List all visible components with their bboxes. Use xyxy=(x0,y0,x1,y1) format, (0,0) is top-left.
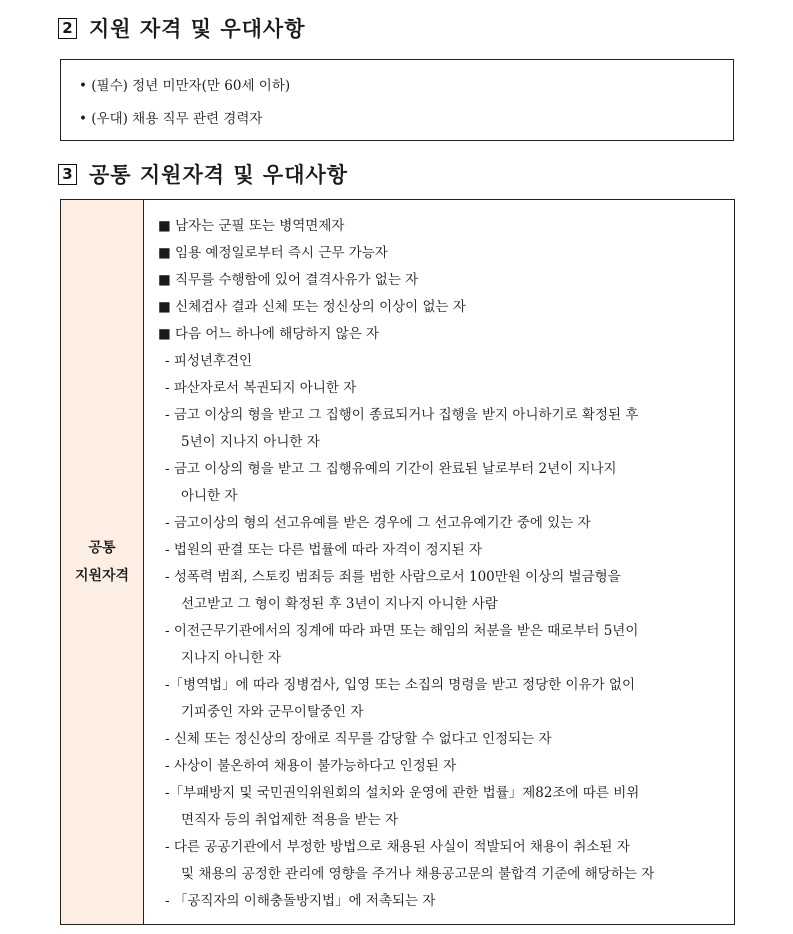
section-3-heading xyxy=(58,159,348,189)
requirement-line: - 이전근무기관에서의 징계에 따라 파면 또는 해임의 처분을 받은 때로부터 5년이 xyxy=(165,623,639,639)
requirement-line: ■ 신체검사 결과 신체 또는 정신상의 이상이 없는 자 xyxy=(158,299,466,315)
section-2-item-1-text: (필수) 정년 미만자(만 60세 이하) xyxy=(91,78,291,94)
requirement-line: ■ 남자는 군필 또는 병역면제자 xyxy=(158,218,345,234)
category-label-line-2: 지원자격 xyxy=(74,568,130,584)
requirement-line: ■ 다음 어느 하나에 해당하지 않은 자 xyxy=(158,326,380,342)
section-2-heading xyxy=(58,13,306,43)
section-3-number: 3 xyxy=(58,164,77,185)
requirement-line: ■ 임용 예정일로부터 즉시 근무 가능자 xyxy=(158,245,388,261)
requirement-line: - 피성년후견인 xyxy=(165,353,253,369)
requirement-line: 및 채용의 공정한 관리에 영향을 주거나 채용공고문의 불합격 기준에 해당하는 자 xyxy=(181,866,655,882)
requirement-line: 지나지 아니한 자 xyxy=(181,650,281,666)
requirement-line: - 금고 이상의 형을 받고 그 집행유예의 기간이 완료된 날로부터 2년이 지나지 xyxy=(165,461,617,477)
requirement-line: - 사상이 불온하여 채용이 불가능하다고 인정된 자 xyxy=(165,758,457,774)
category-cell xyxy=(61,200,144,924)
section-2-item-2: • (우대) 채용 직무 관련 경력자 xyxy=(79,111,263,127)
requirement-line: - 성폭력 범죄, 스토킹 범죄등 죄를 범한 사람으로서 100만원 이상의 벌금형을 xyxy=(165,569,621,585)
section-3-table xyxy=(60,199,735,925)
requirement-line: - 법원의 판결 또는 다른 법률에 따라 자격이 정지된 자 xyxy=(165,542,483,558)
requirement-line: 5년이 지나지 아니한 자 xyxy=(181,434,320,450)
requirement-line: 선고받고 그 형이 확정된 후 3년이 지나지 아니한 사람 xyxy=(181,596,498,612)
requirement-line: -「부패방지 및 국민권익위원회의 설치와 운영에 관한 법률」제82조에 따른 비위 xyxy=(165,785,640,801)
requirements-cell xyxy=(144,200,734,924)
requirement-line: - 금고이상의 형의 선고유예를 받은 경우에 그 선고유예기간 중에 있는 자 xyxy=(165,515,591,531)
requirement-line: - 신체 또는 정신상의 장애로 직무를 감당할 수 없다고 인정되는 자 xyxy=(165,731,552,747)
requirement-line: 기피중인 자와 군무이탈중인 자 xyxy=(181,704,364,720)
requirement-line: - 다른 공공기관에서 부정한 방법으로 채용된 사실이 적발되어 채용이 취소된 자 xyxy=(165,839,630,855)
requirement-line: -「병역법」에 따라 징병검사, 입영 또는 소집의 명령을 받고 정당한 이유가 없이 xyxy=(165,677,635,693)
requirement-line: ■ 직무를 수행함에 있어 결격사유가 없는 자 xyxy=(158,272,419,288)
requirement-line: 아니한 자 xyxy=(181,488,238,504)
section-2-title: 지원 자격 및 우대사항 xyxy=(89,17,306,41)
section-2-item-2-text: (우대) 채용 직무 관련 경력자 xyxy=(91,111,263,127)
section-2-box xyxy=(60,59,734,141)
requirement-line: - 파산자로서 복권되지 아니한 자 xyxy=(165,380,357,396)
requirement-line: - 「공직자의 이해충돌방지법」에 저촉되는 자 xyxy=(165,893,436,909)
section-2-item-1: • (필수) 정년 미만자(만 60세 이하) xyxy=(79,78,291,94)
section-3-title: 공통 지원자격 및 우대사항 xyxy=(89,163,349,187)
requirement-line: - 금고 이상의 형을 받고 그 집행이 종료되거나 집행을 받지 아니하기로 확정된 후 xyxy=(165,407,639,423)
category-label-line-1: 공통 xyxy=(88,540,116,556)
section-2-number: 2 xyxy=(58,18,77,39)
requirement-line: 면직자 등의 취업제한 적용을 받는 자 xyxy=(181,812,399,828)
